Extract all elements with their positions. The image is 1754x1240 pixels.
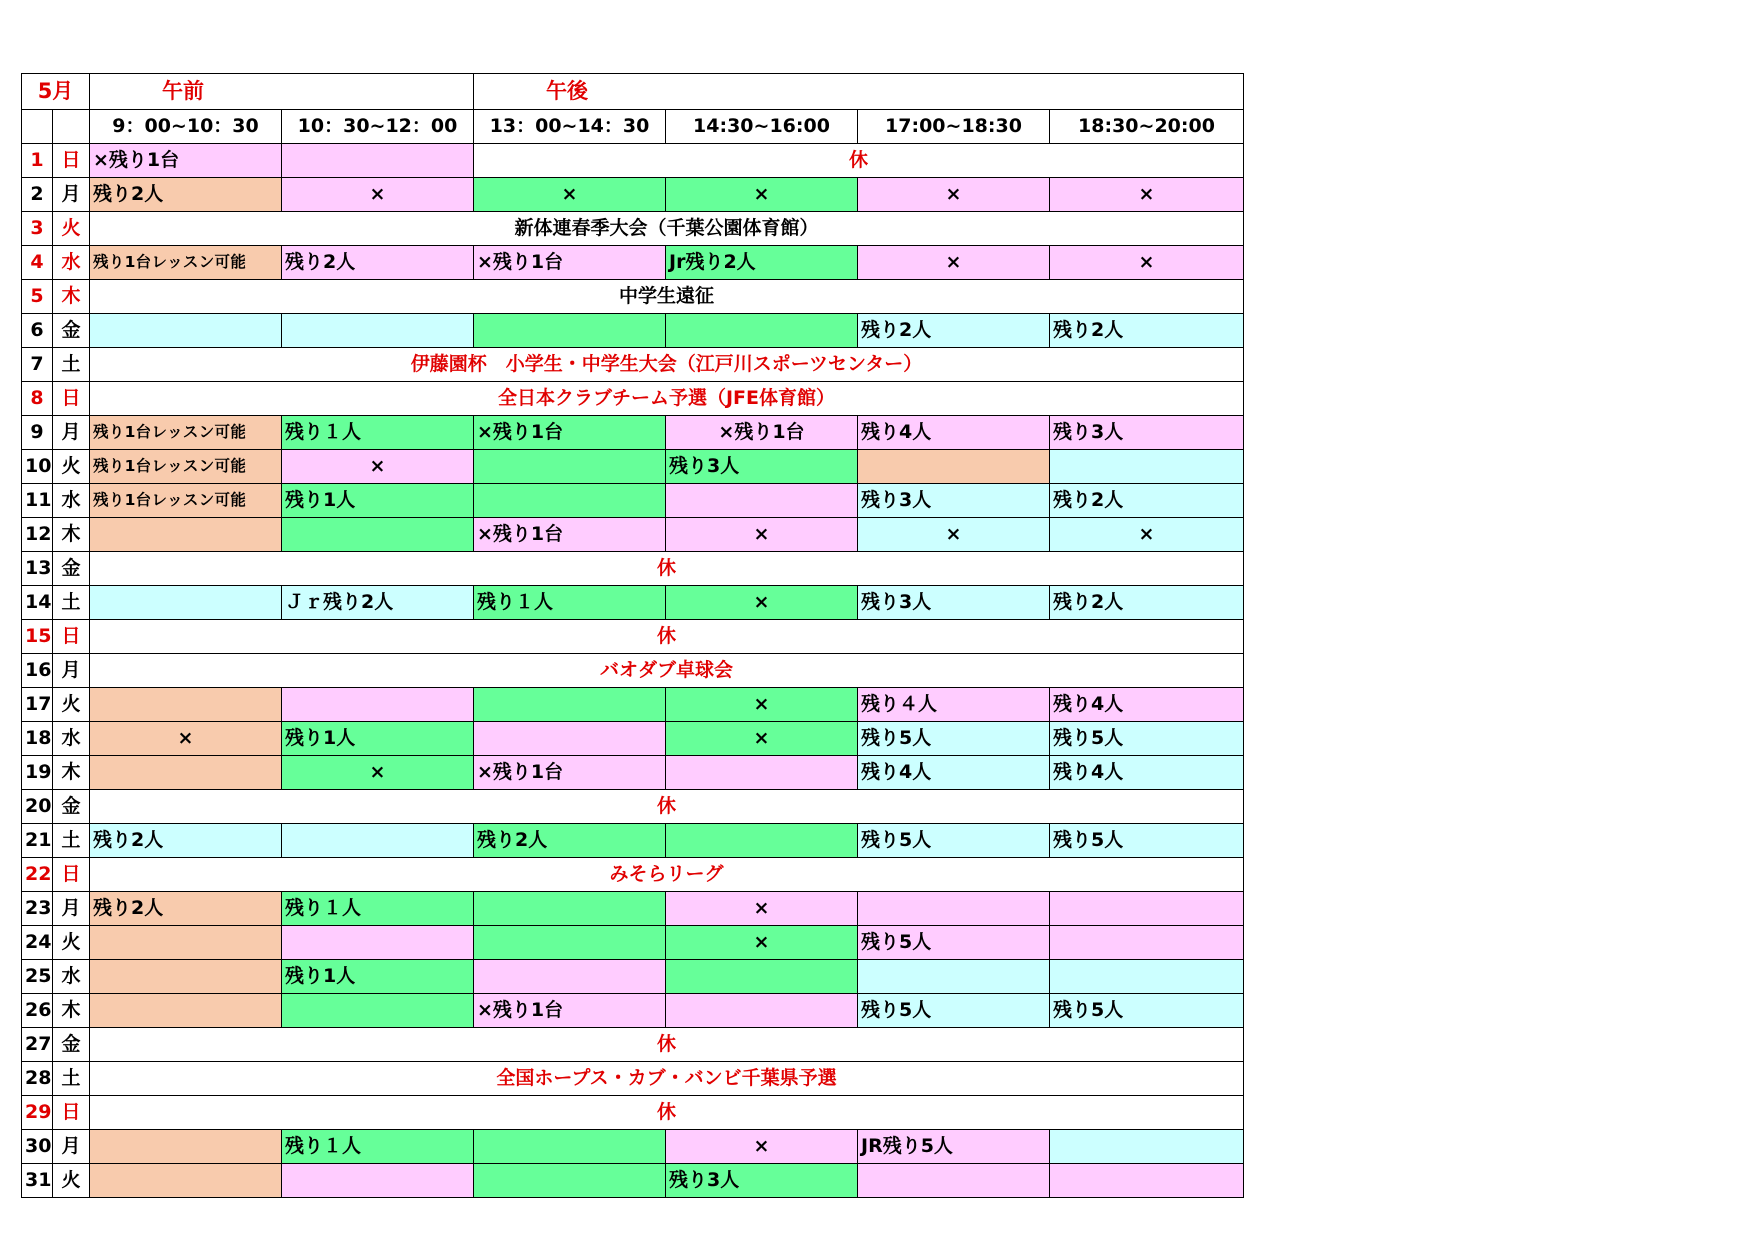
slot-header: 9：00~10：30 [90,110,282,144]
day-row [22,144,1244,178]
slot-cell: 残り2人 [1050,484,1244,518]
slot-cell: × [666,688,858,722]
slot-cell [666,756,858,790]
slot-header: 10：30~12：00 [282,110,474,144]
slot-cell: 残り4人 [1050,688,1244,722]
event-cell: 伊藤園杯 小学生・中学生大会（江戸川スポーツセンター） [90,348,1244,382]
weekday: 月 [53,1130,90,1164]
slot-cell: × [858,178,1050,212]
slot-cell: 残り2人 [90,892,282,926]
day-number: 6 [22,314,53,348]
day-number: 17 [22,688,53,722]
weekday: 水 [53,722,90,756]
slot-cell [282,994,474,1028]
slot-cell: × [282,450,474,484]
day-number: 20 [22,790,53,824]
day-number: 24 [22,926,53,960]
day-row [22,960,1244,994]
weekday: 月 [53,416,90,450]
am-label: 午前 [90,74,474,110]
slot-cell [90,1164,282,1198]
day-number: 30 [22,1130,53,1164]
slot-cell: 残り4人 [858,416,1050,450]
slot-cell: ×残り1台 [474,518,666,552]
slot-cell: 残り４人 [858,688,1050,722]
weekday: 火 [53,450,90,484]
event-cell: 休 [90,790,1244,824]
slot-cell [858,450,1050,484]
slot-cell [474,892,666,926]
slot-header: 17:00~18:30 [858,110,1050,144]
day-number: 23 [22,892,53,926]
event-cell: 全日本クラブチーム予選（JFE体育館） [90,382,1244,416]
weekday: 月 [53,654,90,688]
slot-header: 13：00~14：30 [474,110,666,144]
day-row [22,178,1244,212]
day-number: 19 [22,756,53,790]
weekday: 金 [53,790,90,824]
slot-cell: × [666,892,858,926]
weekday: 火 [53,688,90,722]
weekday: 金 [53,1028,90,1062]
day-number: 4 [22,246,53,280]
slot-cell [474,1164,666,1198]
day-row [22,926,1244,960]
day-row [22,382,1244,416]
day-row [22,688,1244,722]
day-row [22,1028,1244,1062]
day-row [22,790,1244,824]
slot-cell [1050,450,1244,484]
weekday: 水 [53,246,90,280]
slot-cell: 残り5人 [1050,824,1244,858]
slot-cell [282,518,474,552]
slot-cell [858,892,1050,926]
slot-cell: 残り1人 [282,960,474,994]
day-row [22,994,1244,1028]
slot-cell [474,722,666,756]
slot-cell: JR残り5人 [858,1130,1050,1164]
day-number: 15 [22,620,53,654]
slot-cell [282,314,474,348]
header-row [22,74,1244,110]
slot-cell: Ｊｒ残り2人 [282,586,474,620]
slot-cell: ×残り1台 [474,994,666,1028]
weekday: 金 [53,552,90,586]
day-row [22,518,1244,552]
day-row [22,314,1244,348]
weekday: 日 [53,144,90,178]
slot-cell [90,1130,282,1164]
slot-cell [90,960,282,994]
schedule-table [21,73,1244,1198]
slot-cell: ×残り1台 [474,416,666,450]
weekday: 水 [53,484,90,518]
event-cell: 休 [474,144,1244,178]
slot-header: 18:30~20:00 [1050,110,1244,144]
slot-cell [282,688,474,722]
slot-cell [90,994,282,1028]
day-row [22,1062,1244,1096]
pm-label: 午後 [474,74,1244,110]
day-row [22,858,1244,892]
slot-cell [474,484,666,518]
event-cell: 新体連春季大会（千葉公園体育館） [90,212,1244,246]
day-row [22,1096,1244,1130]
event-cell: 全国ホープス・カブ・バンビ千葉県予選 [90,1062,1244,1096]
event-cell: 休 [90,1028,1244,1062]
slot-cell [666,960,858,994]
day-row [22,484,1244,518]
slot-cell: ×残り1台 [90,144,282,178]
weekday: 土 [53,1062,90,1096]
day-number: 1 [22,144,53,178]
slot-cell [1050,1164,1244,1198]
day-row [22,348,1244,382]
weekday: 水 [53,960,90,994]
weekday: 土 [53,824,90,858]
slot-cell [90,926,282,960]
slot-cell [474,314,666,348]
day-row [22,1130,1244,1164]
slot-cell: × [282,178,474,212]
slot-cell [474,960,666,994]
weekday: 木 [53,518,90,552]
event-cell: 中学生遠征 [90,280,1244,314]
weekday: 木 [53,994,90,1028]
slot-cell: 残り1人 [282,722,474,756]
slot-cell: 残り5人 [858,722,1050,756]
slot-cell: 残り１人 [474,586,666,620]
day-number: 27 [22,1028,53,1062]
weekday: 火 [53,212,90,246]
slot-cell [282,1164,474,1198]
day-number: 29 [22,1096,53,1130]
day-row [22,892,1244,926]
day-row [22,722,1244,756]
month-label: 5月 [22,74,90,110]
slot-cell [858,1164,1050,1198]
weekday: 土 [53,348,90,382]
day-number: 14 [22,586,53,620]
slot-cell [90,314,282,348]
slot-header: 14:30~16:00 [666,110,858,144]
slot-cell: 残り5人 [858,824,1050,858]
day-number: 3 [22,212,53,246]
event-cell: 休 [90,1096,1244,1130]
day-number: 8 [22,382,53,416]
slot-cell: 残り3人 [858,586,1050,620]
day-number: 16 [22,654,53,688]
day-row [22,552,1244,586]
slot-cell: 残り3人 [858,484,1050,518]
slot-cell: 残り1台レッスン可能 [90,246,282,280]
slot-cell: 残り１人 [282,892,474,926]
slot-cell: 残り2人 [90,824,282,858]
weekday: 月 [53,892,90,926]
day-number: 22 [22,858,53,892]
day-row [22,586,1244,620]
slot-cell [282,824,474,858]
day-number: 9 [22,416,53,450]
slot-cell: 残り5人 [1050,722,1244,756]
slot-cell: × [90,722,282,756]
day-number: 7 [22,348,53,382]
slot-cell [90,756,282,790]
day-row [22,280,1244,314]
slot-cell [666,824,858,858]
slot-cell: ×残り1台 [474,756,666,790]
event-cell: 休 [90,552,1244,586]
slot-cell: 残り2人 [282,246,474,280]
slot-cell [1050,960,1244,994]
slot-cell [282,144,474,178]
weekday: 火 [53,926,90,960]
day-number: 5 [22,280,53,314]
slot-cell [474,1130,666,1164]
slot-cell: 残り2人 [1050,586,1244,620]
slot-cell [474,450,666,484]
slot-cell: 残り5人 [858,926,1050,960]
day-row [22,416,1244,450]
weekday: 日 [53,382,90,416]
slot-cell [474,926,666,960]
slot-cell: 残り2人 [858,314,1050,348]
slot-cell: Jr残り2人 [666,246,858,280]
weekday: 木 [53,756,90,790]
day-number: 26 [22,994,53,1028]
day-number: 13 [22,552,53,586]
weekday: 火 [53,1164,90,1198]
weekday: 土 [53,586,90,620]
day-number: 25 [22,960,53,994]
slot-cell: 残り１人 [282,1130,474,1164]
slot-cell: × [666,926,858,960]
day-row [22,824,1244,858]
slot-cell: × [474,178,666,212]
day-row [22,246,1244,280]
slot-cell: × [1050,246,1244,280]
event-cell: 休 [90,620,1244,654]
slot-cell: 残り4人 [858,756,1050,790]
slot-cell: 残り2人 [90,178,282,212]
slot-cell [1050,926,1244,960]
weekday: 金 [53,314,90,348]
slot-cell [474,688,666,722]
slot-cell: 残り1人 [282,484,474,518]
slot-cell: × [666,1130,858,1164]
slot-cell: 残り2人 [474,824,666,858]
slot-cell: × [858,246,1050,280]
slot-cell: × [858,518,1050,552]
slot-row [22,110,1244,144]
slot-cell: ×残り1台 [666,416,858,450]
weekday: 木 [53,280,90,314]
blank-cell [22,110,53,144]
day-number: 11 [22,484,53,518]
slot-cell: 残り5人 [1050,994,1244,1028]
day-row [22,450,1244,484]
day-row [22,620,1244,654]
slot-cell [90,518,282,552]
slot-cell: 残り3人 [666,1164,858,1198]
weekday: 日 [53,1096,90,1130]
slot-cell: 残り2人 [1050,314,1244,348]
slot-cell: × [666,586,858,620]
slot-cell: × [1050,178,1244,212]
slot-cell [90,586,282,620]
slot-cell [282,926,474,960]
slot-cell: 残り1台レッスン可能 [90,484,282,518]
slot-cell [666,314,858,348]
day-number: 28 [22,1062,53,1096]
day-row [22,654,1244,688]
slot-cell: 残り1台レッスン可能 [90,416,282,450]
day-row [22,1164,1244,1198]
slot-cell [858,960,1050,994]
slot-cell: 残り１人 [282,416,474,450]
day-number: 10 [22,450,53,484]
slot-cell: × [282,756,474,790]
day-number: 31 [22,1164,53,1198]
slot-cell [1050,1130,1244,1164]
day-row [22,756,1244,790]
slot-cell [90,688,282,722]
day-number: 12 [22,518,53,552]
blank-cell [53,110,90,144]
slot-cell [666,484,858,518]
slot-cell: × [666,722,858,756]
slot-cell [666,994,858,1028]
weekday: 月 [53,178,90,212]
slot-cell: ×残り1台 [474,246,666,280]
day-number: 2 [22,178,53,212]
slot-cell: 残り3人 [666,450,858,484]
slot-cell: 残り5人 [858,994,1050,1028]
event-cell: バオダブ卓球会 [90,654,1244,688]
event-cell: みそらリーグ [90,858,1244,892]
slot-cell: × [1050,518,1244,552]
slot-cell: 残り4人 [1050,756,1244,790]
slot-cell: × [666,518,858,552]
slot-cell: × [666,178,858,212]
slot-cell: 残り1台レッスン可能 [90,450,282,484]
weekday: 日 [53,620,90,654]
slot-cell: 残り3人 [1050,416,1244,450]
slot-cell [1050,892,1244,926]
weekday: 日 [53,858,90,892]
day-number: 18 [22,722,53,756]
day-row [22,212,1244,246]
day-number: 21 [22,824,53,858]
